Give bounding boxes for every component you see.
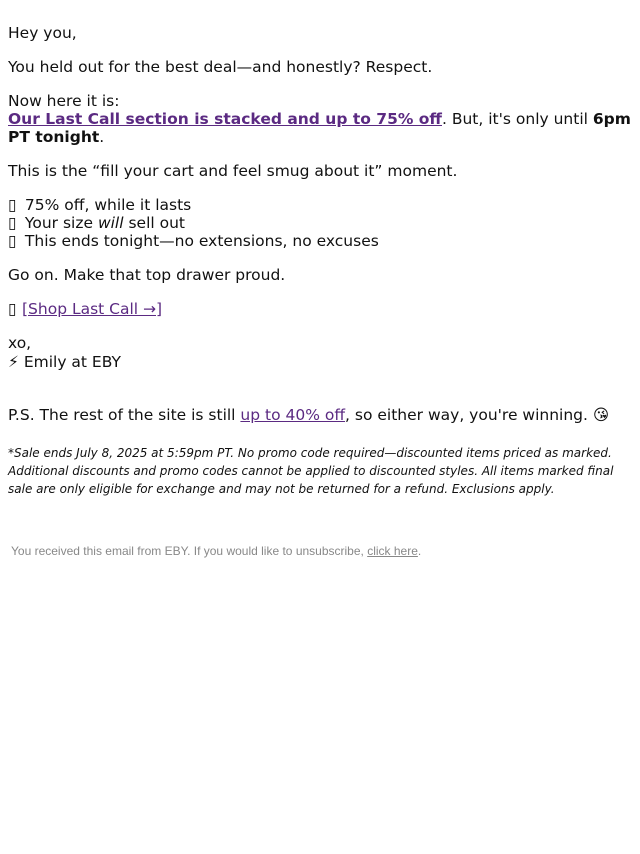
site-sale-link[interactable]: up to 40% off (240, 406, 346, 424)
promo-end-text: . (99, 128, 105, 146)
bullet-text: 75% off, while it lasts (20, 196, 192, 214)
fine-print-asterisk: * (8, 446, 14, 460)
bullet-text: This ends tonight—no extensions, no excuses (20, 232, 379, 250)
bullet-emphasis: will (97, 214, 124, 232)
ps-text-after: , so either way, you're winning. 😘 (345, 406, 610, 424)
bullet-item (8, 214, 632, 232)
ps-paragraph (8, 406, 632, 424)
shop-last-call-link[interactable]: [Shop Last Call →] (22, 300, 163, 318)
box-icon: ▯ (8, 214, 17, 232)
bullet-item (8, 196, 632, 214)
encouragement-line: Go on. Make that top drawer proud. (8, 266, 286, 284)
email-body (8, 24, 632, 572)
bullet-list (8, 196, 632, 250)
ps-text-before: P.S. The rest of the site is still (8, 406, 241, 424)
box-icon: ▯ (8, 196, 17, 214)
signoff (8, 334, 632, 371)
moment-line: This is the “fill your cart and feel smug about it” moment. (8, 162, 458, 180)
bullet-text-after: sell out (123, 214, 186, 232)
bullet-text: Your size (20, 214, 98, 232)
footer-end: . (417, 544, 422, 558)
intro-line: You held out for the best deal—and honestly? Respect. (8, 58, 433, 76)
signoff-line (8, 353, 632, 371)
promo-deadline: 6pm PT tonight (8, 110, 631, 146)
fine-print-text: Sale ends July 8, 2025 at 5:59pm PT. No promo code required—discounted items priced as marked. Additional discounts and promo codes cannot be applied to discounted styles. All items marked final sale are only eligible for exchange and may not be returned for a refund. Exclusions apply. (8, 446, 614, 496)
cta-paragraph (8, 300, 632, 318)
bullet-item (8, 232, 632, 250)
greeting: Hey you, (8, 24, 77, 42)
box-icon: ▯ (8, 232, 17, 250)
unsubscribe-footer (8, 542, 632, 560)
unsubscribe-link[interactable]: click here (367, 544, 418, 558)
footer-text: You received this email from EBY. If you would like to unsubscribe, (11, 544, 368, 558)
promo-paragraph (8, 92, 632, 146)
promo-mid-text: . But, it's only until (442, 110, 593, 128)
lightning-icon: ⚡ (8, 353, 19, 371)
last-call-promo-link[interactable]: Our Last Call section is stacked and up to 75% off (8, 110, 442, 128)
signoff-xo: xo, (8, 334, 32, 352)
signoff-name: Emily at EBY (18, 353, 121, 371)
fine-print (8, 444, 632, 498)
box-icon: ▯ (8, 300, 17, 318)
promo-intro: Now here it is: (8, 92, 120, 110)
